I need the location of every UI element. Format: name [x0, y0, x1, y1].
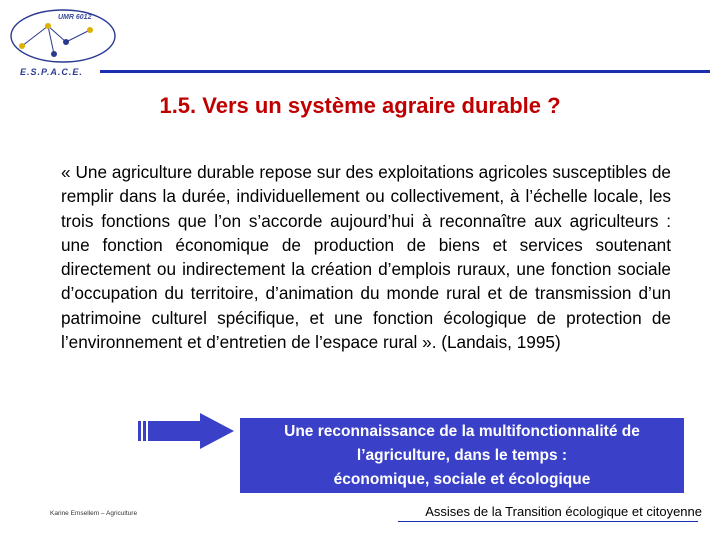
callout-line-2: l’agriculture, dans le temps :: [356, 447, 568, 464]
logo-bottom-text: E.S.P.A.C.E.: [20, 67, 83, 77]
header-rule: [100, 70, 710, 73]
footer-event: Assises de la Transition écologique et citoyenne: [425, 504, 702, 519]
slide-title: 1.5. Vers un système agraire durable ?: [159, 93, 561, 118]
callout-line-1: Une reconnaissance de la multifonctionnalité de: [284, 423, 640, 440]
espace-logo: [8, 6, 118, 78]
right-arrow-icon: [138, 413, 234, 449]
callout-line-3: économique, sociale et écologique: [333, 471, 591, 488]
logo-top-text: UMR 6012: [58, 14, 92, 21]
conclusion-callout: [240, 418, 684, 493]
footer-rule: [398, 521, 698, 522]
footer-author: Karine Emsellem – Agriculture: [50, 510, 138, 517]
quote-paragraph: « Une agriculture durable repose sur des exploitations agricoles susceptibles de remplir dans la durée, individuellement ou collectivement, à l’échelle locale, les trois fonctions que l’on s’accorde aujourd’hui à reconnaître aux agriculteurs : une fonction économique de production de biens et services soutenant directement ou indirectement la création d’emplois ruraux, une fonction sociale d’occupation du territoire, d’animation du monde rural et de transmission d’un patrimoine culturel spécifique, et une fonction écologique de protection de l’environnement et d’entretien de l’espace rural ». (Landais, 1995): [61, 162, 671, 353]
